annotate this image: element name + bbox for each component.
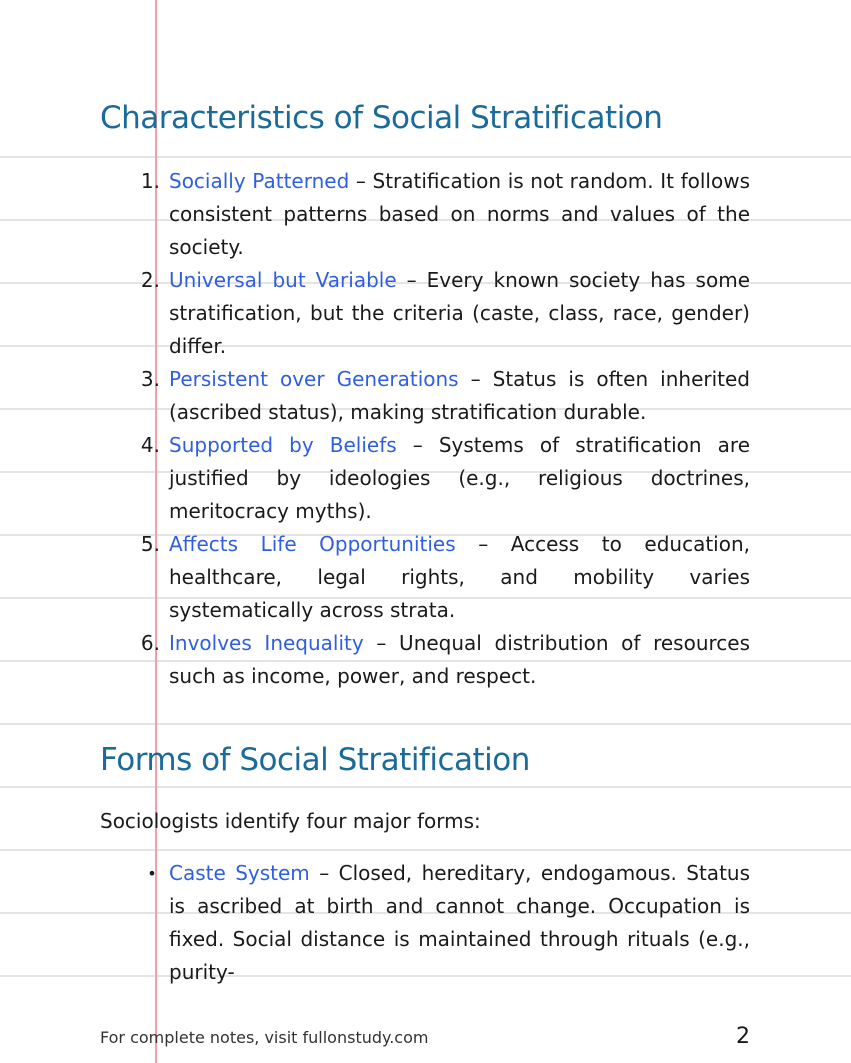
list-number: 4.	[140, 433, 160, 457]
ruled-line	[0, 156, 851, 158]
list-item	[100, 363, 750, 429]
item-text: – Systems of stratification are justified by ideologies (e.g., religious doctrines, meritocracy myths).	[169, 433, 750, 523]
forms-list	[100, 857, 750, 989]
term-label: Supported by Beliefs	[169, 433, 397, 457]
page-number: 2	[736, 1024, 750, 1049]
list-number: 6.	[140, 631, 160, 655]
characteristics-list	[100, 165, 750, 693]
item-text: – Status is often inherited (ascribed status), making stratification durable.	[169, 367, 750, 424]
list-number: 2.	[140, 268, 160, 292]
section-heading-characteristics: Characteristics of Social Stratification	[100, 100, 663, 136]
list-item	[100, 857, 750, 989]
list-number: 3.	[140, 367, 160, 391]
item-text: – Every known society has some stratification, but the criteria (caste, class, race, gender) differ.	[169, 268, 750, 358]
item-text: – Access to education, healthcare, legal rights, and mobility varies systematically across strata.	[169, 532, 750, 622]
list-item	[100, 528, 750, 627]
intro-text: Sociologists identify four major forms:	[100, 809, 481, 833]
list-item	[100, 165, 750, 264]
term-label: Caste System	[169, 861, 310, 885]
term-label: Socially Patterned	[169, 169, 350, 193]
ruled-line	[0, 723, 851, 725]
item-text: – Unequal distribution of resources such as income, power, and respect.	[169, 631, 751, 688]
ruled-line	[0, 786, 851, 788]
term-label: Universal but Variable	[169, 268, 397, 292]
ruled-line	[0, 849, 851, 851]
footer-text: For complete notes, visit fullonstudy.com	[100, 1028, 429, 1047]
section-heading-forms: Forms of Social Stratification	[100, 742, 530, 778]
item-text: – Stratification is not random. It follows consistent patterns based on norms and values of the society.	[169, 169, 750, 259]
list-item	[100, 264, 750, 363]
term-label: Persistent over Generations	[169, 367, 459, 391]
list-item	[100, 429, 750, 528]
term-label: Involves Inequality	[169, 631, 364, 655]
term-label: Affects Life Opportunities	[169, 532, 456, 556]
item-text: – Closed, hereditary, endogamous. Status is ascribed at birth and cannot change. Occupation is fixed. Social distance is maintained through rituals (e.g., purity-	[169, 861, 751, 984]
bullet-icon: •	[147, 864, 157, 883]
list-number: 1.	[140, 169, 160, 193]
list-number: 5.	[140, 532, 160, 556]
list-item	[100, 627, 750, 693]
